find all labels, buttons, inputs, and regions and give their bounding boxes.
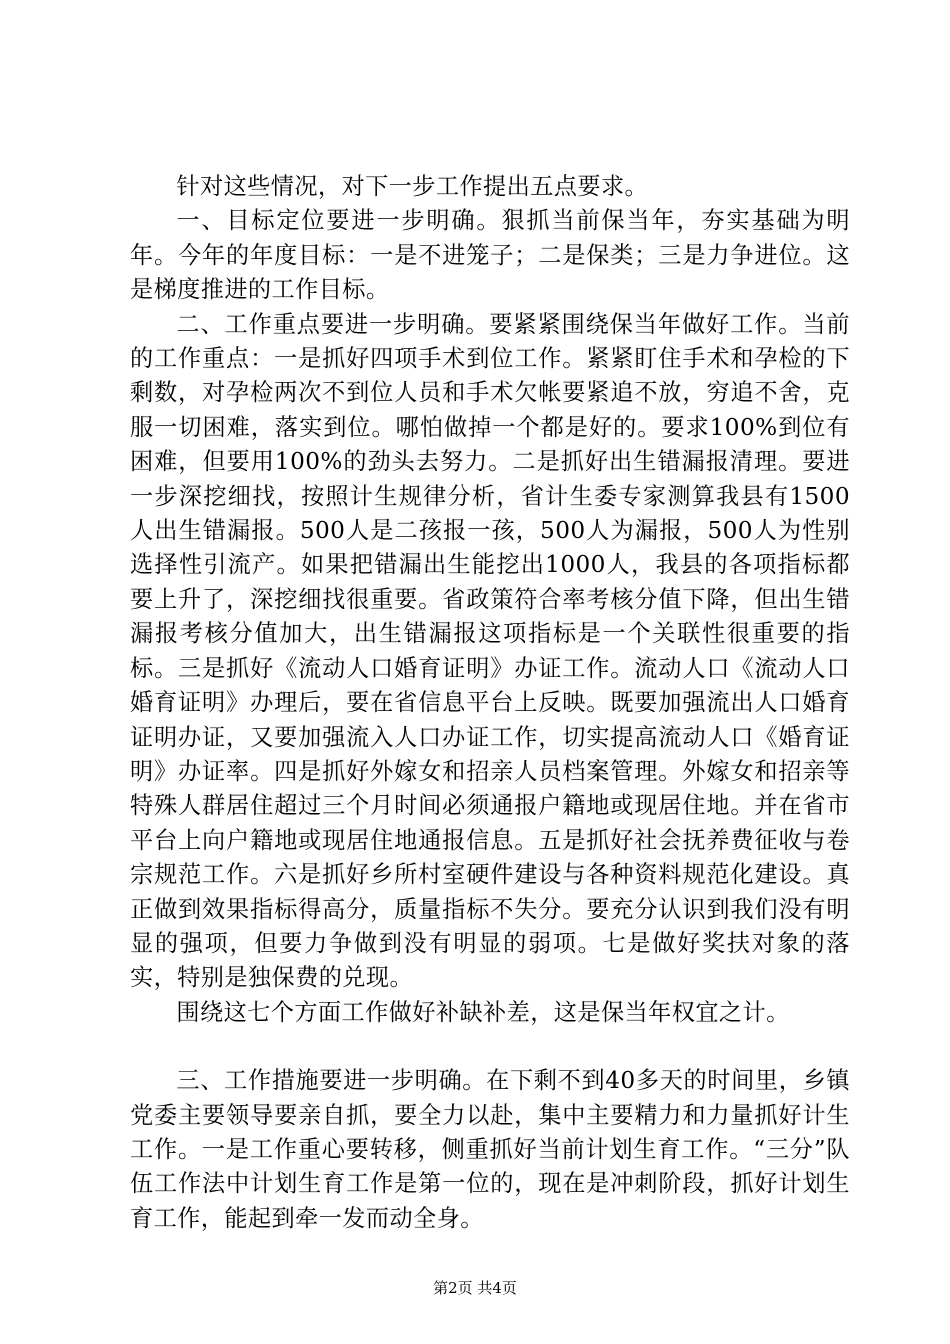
- paragraph-summary: 围绕这七个方面工作做好补缺补差，这是保当年权宜之计。: [176, 998, 790, 1026]
- paragraph-work-focus: 二、工作重点要进一步明确。要紧紧围绕保当年做好工作。当前的工作重点：一是抓好四项手术到位工作。紧紧盯住手术和孕检的下剩数，对孕检两次不到位人员和手术欠帐要紧追不放，穷追不舍，克服一切困难，落实到位。哪怕做掉一个都是好的。要求100%到位有困难，但要用100%的劲头去努力。二是抓好出生错漏报清理。要进一步深挖细找，按照计生规律分析，省计生委专家测算我县有1500人出生错漏报。500人是二孩报一孩，500人为漏报，500人为性别选择性引流产。如果把错漏出生能挖出1000人，我县的各项指标都要上升了，深挖细找很重要。省政策符合率考核分值下降，但出生错漏报考核分值加大，出生错漏报这项指标是一个关联性很重要的指标。三是抓好《流动人口婚育证明》办证工作。流动人口《流动人口婚育证明》办理后，要在省信息平台上反映。既要加强流出人口婚育证明办证，又要加强流入人口办证工作，切实提高流动人口《婚育证明》办证率。四是抓好外嫁女和招亲人员档案管理。外嫁女和招亲等特殊人群居住超过三个月时间必须通报户籍地或现居住地。并在省市平台上向户籍地或现居住地通报信息。五是抓好社会抚养费征收与卷宗规范工作。六是抓好乡所村室硬件建设与各种资料规范化建设。真正做到效果指标得高分，质量指标不失分。要充分认识到我们没有明显的强项，但要力争做到没有明显的弱项。七是做好奖扶对象的落实，特别是独保费的兑现。: [130, 310, 850, 992]
- paragraph-work-measures: 三、工作措施要进一步明确。在下剩不到40多天的时间里，乡镇党委主要领导要亲自抓，要全力以赴，集中主要精力和力量抓好计生工作。一是工作重心要转移，侧重抓好当前计划生育工作。“三分”队伍工作法中计划生育工作是第一位的，现在是冲刺阶段，抓好计划生育工作，能起到牵一发而动全身。: [130, 1067, 850, 1232]
- paragraph-spacer: [130, 1030, 850, 1064]
- paragraph-goal-positioning: 一、目标定位要进一步明确。狠抓当前保当年，夯实基础为明年。今年的年度目标：一是不进笼子；二是保类；三是力争进位。这是梯度推进的工作目标。: [130, 207, 850, 304]
- document-body: [130, 170, 850, 1236]
- page-footer: 第2页 共4页: [433, 1279, 517, 1297]
- paragraph-intro: 针对这些情况，对下一步工作提出五点要求。: [176, 173, 649, 200]
